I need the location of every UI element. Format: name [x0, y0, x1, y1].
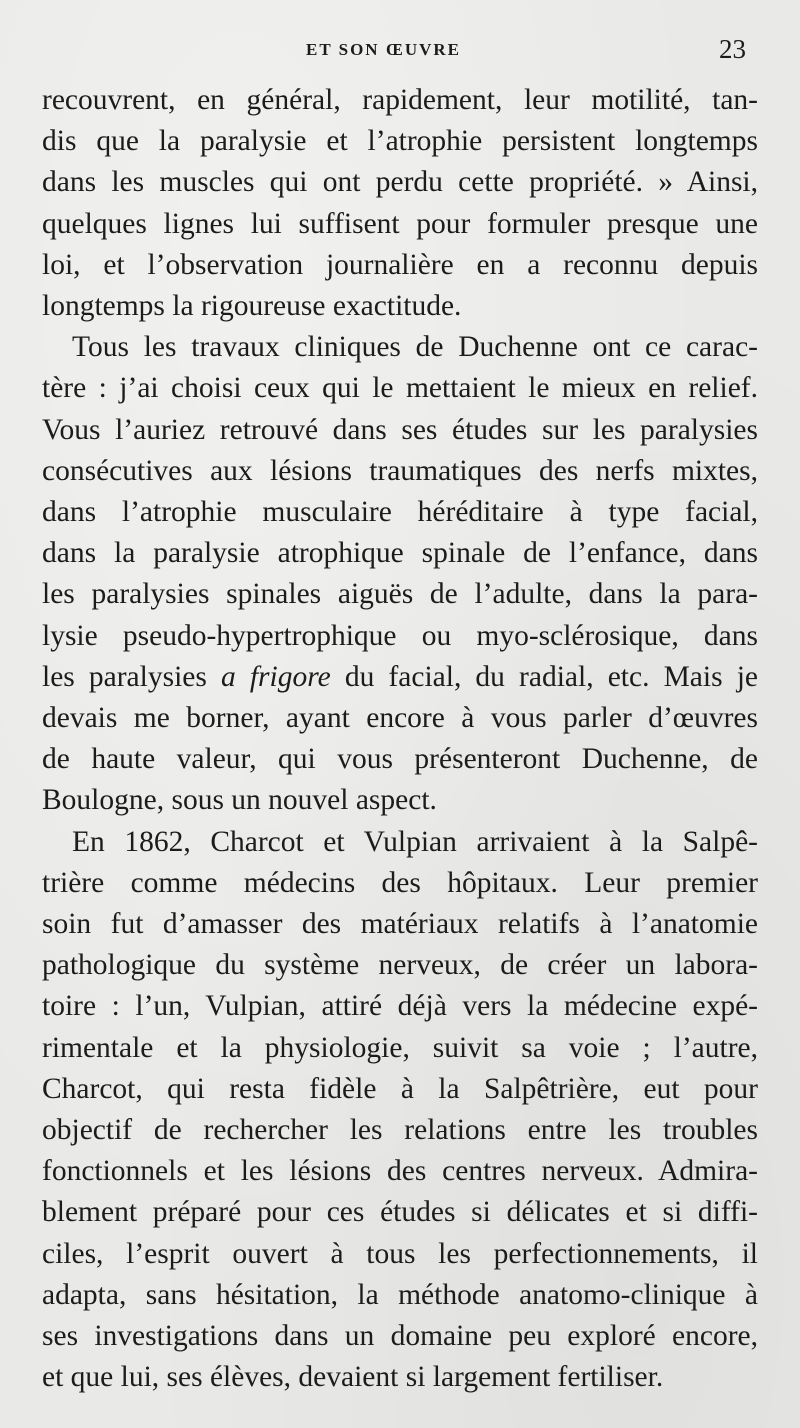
text-line: quelques lignes lui suffisent pour formuler presque une: [42, 207, 758, 240]
text-line: ciles, l’esprit ouvert à tous les perfectionnements, il: [42, 1237, 758, 1270]
text-line: Tous les travaux cliniques de Duchenne ont ce carac-: [72, 331, 758, 364]
text-line: toire : l’un, Vulpian, attiré déjà vers la médecine expé-: [42, 990, 758, 1023]
text-line: adapta, sans hésitation, la méthode anatomo-clinique à: [42, 1278, 758, 1311]
text-line: dans la paralysie atrophique spinale de l’enfance, dans: [42, 537, 758, 570]
text-line: trière comme médecins des hôpitaux. Leur premier: [42, 866, 758, 899]
text-line-with-italic: [42, 657, 758, 698]
text-line: devais me borner, ayant encore à vous parler d’œuvres: [42, 702, 758, 735]
text-line: lysie pseudo-hypertrophique ou myo-sclérosique, dans: [42, 619, 758, 652]
text-line: blement préparé pour ces études si délicates et si diffi-: [42, 1196, 758, 1229]
text-line: En 1862, Charcot et Vulpian arrivaient à la Salpê-: [72, 825, 758, 858]
text-line: consécutives aux lésions traumatiques des nerfs mixtes,: [42, 454, 758, 487]
text-line: les paralysies spinales aiguës de l’adulte, dans la para-: [42, 578, 758, 611]
paragraph-3: [42, 822, 758, 1399]
text-segment: les paralysies: [42, 660, 221, 693]
text-line: Boulogne, sous un nouvel aspect.: [42, 784, 437, 817]
text-line: pathologique du système nerveux, de créer un labora-: [42, 949, 758, 982]
text-line: tère : j’ai choisi ceux qui le mettaient le mieux en relief.: [42, 372, 758, 405]
text-line: loi, et l’observation journalière en a reconnu depuis: [42, 248, 758, 281]
text-line: Charcot, qui resta fidèle à la Salpêtrière, eut pour: [42, 1072, 758, 1105]
text-line: ses investigations dans un domaine peu exploré encore,: [42, 1320, 758, 1353]
text-segment: du facial, du radial, etc. Mais je: [330, 660, 758, 693]
text-line: et que lui, ses élèves, devaient si largement fertiliser.: [42, 1361, 664, 1394]
text-line: dans l’atrophie musculaire héréditaire à type facial,: [42, 496, 758, 529]
running-title: ET SON ŒUVRE: [306, 40, 461, 59]
paragraph-1: [42, 80, 758, 327]
text-line: longtemps la rigoureuse exactitude.: [42, 290, 462, 323]
text-line: dans les muscles qui ont perdu cette propriété. » Ainsi,: [42, 166, 758, 199]
text-line: fonctionnels et les lésions des centres nerveux. Admira-: [42, 1155, 758, 1188]
text-line: recouvrent, en général, rapidement, leur motilité, tan-: [42, 84, 758, 116]
text-line: Vous l’auriez retrouvé dans ses études sur les paralysies: [42, 413, 758, 446]
text-line: soin fut d’amasser des matériaux relatifs à l’anatomie: [42, 908, 758, 941]
text-line: de haute valeur, qui vous présenteront Duchenne, de: [42, 743, 758, 776]
text-line: objectif de rechercher les relations entre les troubles: [42, 1114, 758, 1147]
page-header: [0, 34, 800, 74]
text-line: dis que la paralysie et l’atrophie persistent longtemps: [42, 125, 758, 158]
body-text: [42, 80, 758, 1399]
text-line: rimentale et la physiologie, suivit sa voie ; l’autre,: [42, 1031, 758, 1064]
page-number: 23: [719, 34, 746, 64]
italic-phrase: a frigore: [220, 660, 331, 693]
paragraph-2: [42, 327, 758, 821]
